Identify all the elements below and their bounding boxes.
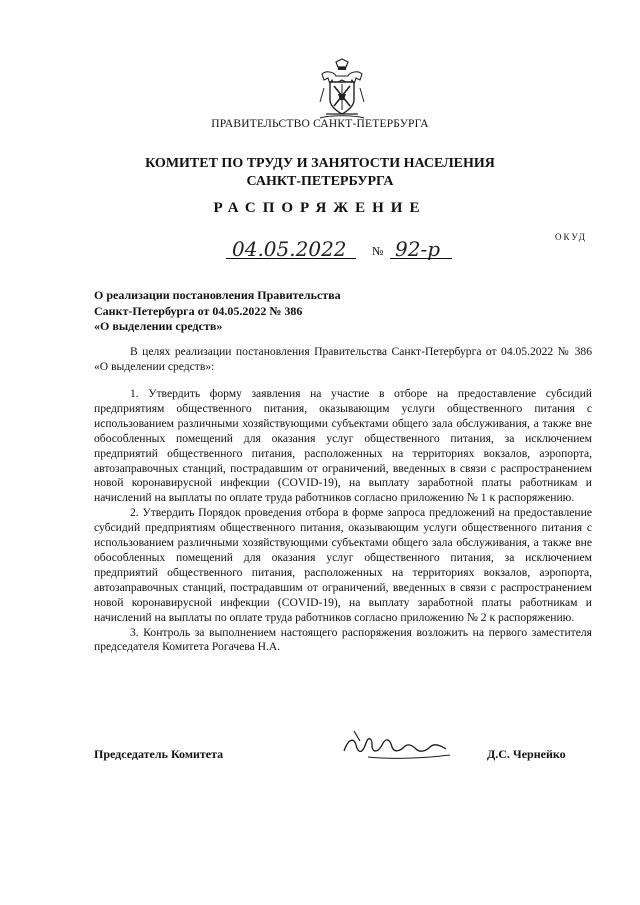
resolution-item-1: 1. Утвердить форму заявления на участие в отборе на предоставление субсидий предприятиям общественного питания, оказывающим услуги общественного питания с использованием различными хозяйствующими субъектами общего зала обслуживания, а также вне обособленных помещений для оказания услуг общественного питания, за исключением предприятий общественного питания, расположенных на территориях вокзалов, аэропорта, автозаправочных станций, пострадавшим от ограничений, введенных в связи с распространением новой коронавирусной инфекции (COVID-19), на выплату заработной платы работникам и начислений на выплаты по оплате труда работников согласно приложению № 1 к распоряжению. [94, 387, 592, 505]
preamble [94, 345, 592, 375]
subject-line2: Санкт-Петербурга от 04.05.2022 № 386 [94, 303, 303, 318]
date-underline [226, 258, 356, 259]
document-number: 92-р [395, 237, 441, 261]
resolution-items [94, 387, 592, 655]
signatory-title: Председатель Комитета [94, 747, 224, 761]
signatory-name: Д.С. Чернейко [487, 747, 566, 761]
subject-line3: «О выделении средств» [94, 319, 223, 333]
number-label: № [372, 244, 384, 258]
coat-of-arms-icon [316, 58, 368, 120]
resolution-item-3: 3. Контроль за выполнением настоящего распоряжения возложить на первого заместителя председателя Комитета Рогачева Н.А. [94, 625, 592, 654]
committee-name-line1: КОМИТЕТ ПО ТРУДУ И ЗАНЯТОСТИ НАСЕЛЕНИЯ [145, 156, 495, 171]
committee-name [0, 155, 640, 191]
resolution-item-2: 2. Утвердить Порядок проведения отбора в форме запроса предложений на предоставление субсидий предприятиям общественного питания, оказывающим услуги общественного питания с использованием различными хозяйствующими субъектами общего зала обслуживания, а также вне обособленных помещений для оказания услуг общественного питания, за исключением предприятий общественного питания, расположенных на территориях вокзалов, аэропорта, автозаправочных станций, пострадавшим от ограничений, введенных в связи с распространением новой коронавирусной инфекции (COVID-19), на выплату заработной платы работникам и начислений на выплаты по оплате труда работников согласно приложению № 2 к распоряжению. [94, 506, 592, 624]
okud-label: ОКУД [555, 232, 587, 242]
government-name: ПРАВИТЕЛЬСТВО САНКТ-ПЕТЕРБУРГА [211, 118, 429, 130]
document-subject [94, 288, 394, 335]
document-type: РАСПОРЯЖЕНИЕ [213, 200, 427, 216]
subject-line1: О реализации постановления Правительства [94, 288, 341, 302]
document-date: 04.05.2022 [232, 237, 347, 261]
number-underline [390, 258, 452, 259]
preamble-paragraph: В целях реализации постановления Правительства Санкт-Петербурга от 04.05.2022 № 386 «О выделении средств»: [94, 345, 592, 373]
committee-name-line2: САНКТ-ПЕТЕРБУРГА [246, 174, 394, 189]
handwritten-signature-icon [338, 725, 458, 765]
